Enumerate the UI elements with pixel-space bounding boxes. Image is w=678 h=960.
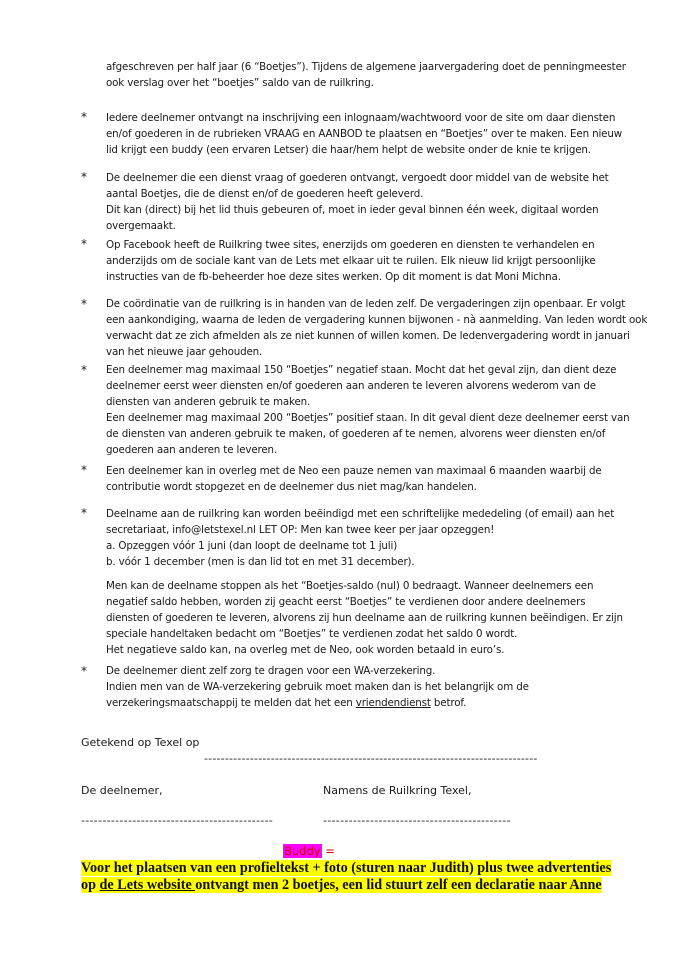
buddy-label: Buddy <box>284 844 321 858</box>
vriendendienst-link: vriendendienst <box>355 697 431 709</box>
bullet-3-line: anderzijds om de sociale kant van de Lets met elkaar uit te ruilen. Elk nieuw lid krijgt persoonlijke <box>106 255 596 267</box>
lets-website-link[interactable]: de Lets website <box>99 877 196 893</box>
bullet-6-line: contributie wordt stopgezet en de deelnemer dus niet mag/kan handelen. <box>106 481 477 493</box>
bullet-8-line: Indien men van de WA-verzekering gebruik moet maken dan is het belangrijk om de <box>106 681 529 693</box>
note-text: op <box>81 877 100 893</box>
note-text: ontvangt men 2 boetjes, een lid stuurt zelf een declaratie naar Anne <box>195 877 602 893</box>
bullet-asterisk: * <box>81 506 87 520</box>
bullet-8-text: betrof. <box>430 697 467 709</box>
participant-label: De deelnemer, <box>81 784 163 797</box>
bullet-1-line: Iedere deelnemer ontvangt na inschrijving een inlognaam/wachtwoord voor de site om daar diensten <box>106 112 616 124</box>
bullet-8-line: De deelnemer dient zelf zorg te dragen voor een WA-verzekering. <box>106 665 436 677</box>
bullet-1-line: lid krijgt een buddy (een ervaren Letser) die haar/hem helpt de website onder de knie te krijgen. <box>106 144 591 156</box>
bullet-5-line: Een deelnemer mag maximaal 200 “Boetjes” positief staan. In dit geval dient deze deelnemer eerst van <box>106 412 630 424</box>
bullet-7-line: Deelname aan de ruilkring kan worden beëindigd met een schriftelijke mededeling (of email) aan het <box>106 508 615 520</box>
bullet-asterisk: * <box>81 110 87 124</box>
bullet-8-text: verzekeringsmaatschappij te melden dat het een <box>106 697 356 709</box>
bullet-5-line: Een deelnemer mag maximaal 150 “Boetjes” negatief staan. Mocht dat het geval zijn, dan dient deze <box>106 364 617 376</box>
bullet-4-line: verwacht dat ze zich afmelden als ze niet kunnen of willen komen. De ledenvergadering wordt in januari <box>106 330 630 342</box>
note-text: Voor het plaatsen van een profieltekst + foto (sturen naar Judith) plus twee advertenties <box>81 860 612 876</box>
bullet-2-line: aantal Boetjes, die de dienst en/of de goederen heeft geleverd. <box>106 188 424 200</box>
bullet-7-paragraph-line: diensten of goederen te leveren, alvorens zij hun deelname aan de ruilkring kunnen beëindigen. Er zijn <box>106 612 623 624</box>
bullet-5-line: goederen aan anderen te leveren. <box>106 444 278 456</box>
bullet-asterisk: * <box>81 237 87 251</box>
bullet-6-line: Een deelnemer kan in overleg met de Neo een pauze nemen van maximaal 6 maanden waarbij de <box>106 465 602 477</box>
signed-at-label: Getekend op Texel op <box>81 736 200 749</box>
intro-line: afgeschreven per half jaar (6 “Boetjes”). Tijdens de algemene jaarvergadering doet de penningmeester <box>106 61 626 73</box>
bullet-7-line: a. Opzeggen vóór 1 juni (dan loopt de deelname tot 1 juli) <box>106 540 398 552</box>
signed-date-line: -------------------------------------------------------------------------------- <box>204 752 538 765</box>
bullet-asterisk: * <box>81 363 87 377</box>
bullet-1-line: en/of goederen in de rubrieken VRAAG en AANBOD te plaatsen en “Boetjes” over te maken. Een nieuw <box>106 128 622 140</box>
bullet-7-paragraph-line: Het negatieve saldo kan, na overleg met de Neo, ook worden betaald in euro’s. <box>106 644 505 656</box>
intro-line: ook verslag over het “boetjes” saldo van de ruilkring. <box>106 77 374 89</box>
note-line <box>81 860 611 877</box>
buddy-equals: = <box>321 844 335 858</box>
bullet-7-paragraph-line: speciale handeltaken bedacht om “Boetjes” te verdienen zodat het saldo 0 wordt. <box>106 628 518 640</box>
participant-signature-line: --------------------------------------------- <box>81 814 274 827</box>
bullet-7-line: b. vóór 1 december (men is dan lid tot en met 31 december). <box>106 556 415 568</box>
ruilkring-signature-line: -------------------------------------------- <box>323 814 511 827</box>
bullet-8-line <box>106 696 466 712</box>
bullet-5-line: deelnemer eerst weer diensten en/of goederen aan anderen te leveren alvorens wederom van de <box>106 380 596 392</box>
bullet-3-line: instructies van de fb-beheerder hoe deze sites werken. Op dit moment is dat Moni Michna. <box>106 271 561 283</box>
bullet-4-line: De coördinatie van de ruilkring is in handen van de leden zelf. De vergaderingen zijn openbaar. Er volgt <box>106 298 626 310</box>
bullet-5-line: de diensten van anderen gebruik te maken, of goederen af te nemen, alvorens weer diensten en/of <box>106 428 606 440</box>
bullet-7-paragraph-line: Men kan de deelname stoppen als het “Boetjes-saldo (nul) 0 bedraagt. Wanneer deelnemers een <box>106 580 594 592</box>
bullet-asterisk: * <box>81 170 87 184</box>
bullet-asterisk: * <box>81 297 87 311</box>
note-line <box>81 877 602 894</box>
bullet-asterisk: * <box>81 463 87 477</box>
bullet-2-line: De deelnemer die een dienst vraag of goederen ontvangt, vergoedt door middel van de website het <box>106 172 609 184</box>
bullet-2-line: overgemaakt. <box>106 220 176 232</box>
ruilkring-label: Namens de Ruilkring Texel, <box>323 784 472 797</box>
buddy-row <box>283 844 335 858</box>
bullet-4-line: van het nieuwe jaar gehouden. <box>106 346 263 358</box>
bullet-4-line: een aankondiging, waarna de leden de vergadering kunnen bijwonen - nà aanmelding. Van leden wordt ook <box>106 314 648 326</box>
bullet-asterisk: * <box>81 664 87 678</box>
bullet-3-line: Op Facebook heeft de Ruilkring twee sites, enerzijds om goederen en diensten te verhandelen en <box>106 239 595 251</box>
bullet-7-line: secretariaat, info@letstexel.nl LET OP: Men kan twee keer per jaar opzeggen! <box>106 524 495 536</box>
bullet-7-paragraph-line: negatief saldo hebben, worden zij geacht eerst “Boetjes” te verdienen door andere deelnemers <box>106 596 586 608</box>
bullet-2-line: Dit kan (direct) bij het lid thuis gebeuren of, moet in ieder geval binnen één week, digitaal worden <box>106 204 599 216</box>
bullet-5-line: diensten van anderen gebruik te maken. <box>106 396 311 408</box>
